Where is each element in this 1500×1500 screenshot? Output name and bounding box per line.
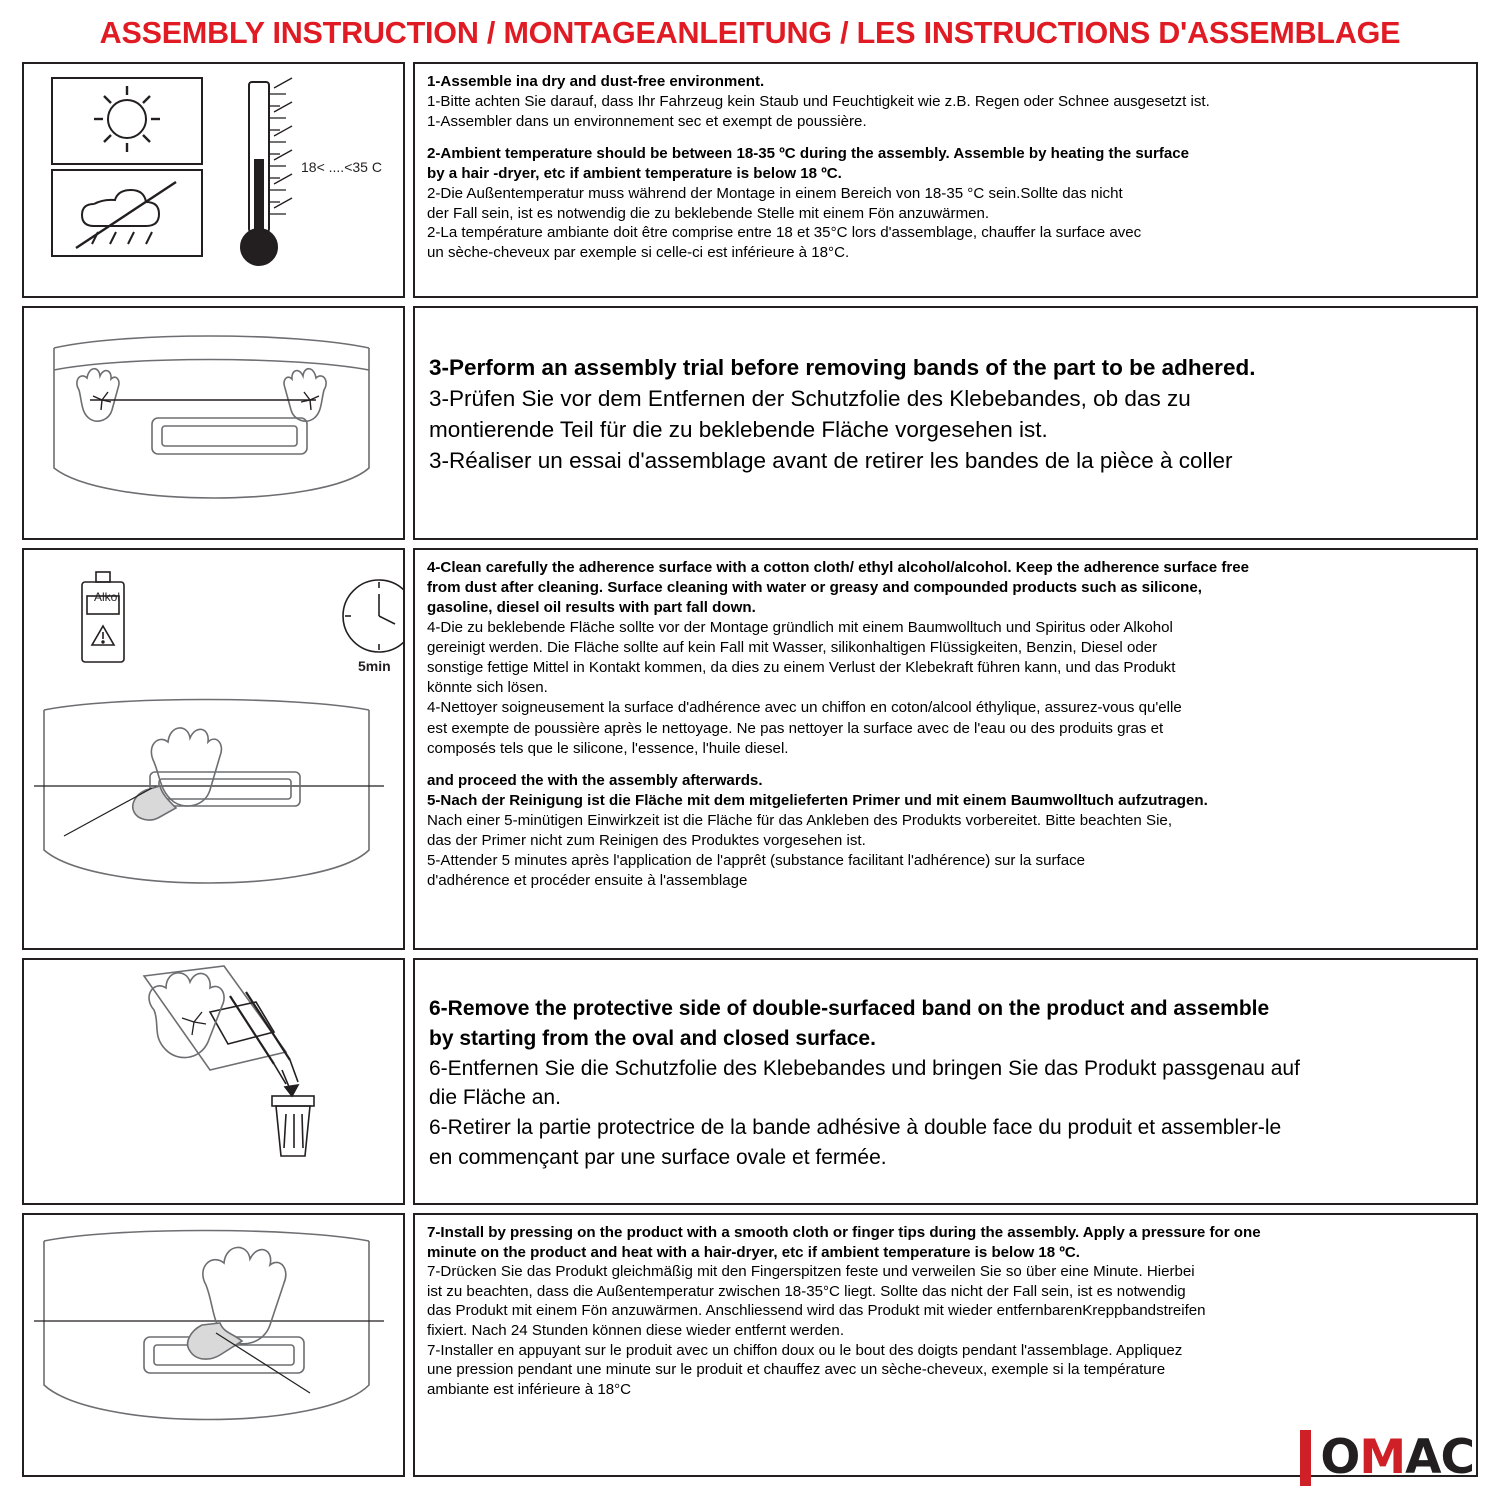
step-row-3 [22, 548, 1478, 950]
steps-container [22, 62, 1478, 1477]
step4-line-2: from dust after cleaning. Surface cleaning with water or greasy and compounded products such as silicone, [427, 579, 1202, 597]
step4-line-8: 4-Nettoyer soigneusement la surface d'adhérence avec un chiffon en coton/alcool éthylique, assurez-vous qu'elle [427, 699, 1182, 717]
step-text-3 [413, 306, 1478, 540]
step-text-4-5 [413, 548, 1478, 950]
step7-line-8: une pression pendant une minute sur le produit et chauffez avec un sèche-cheveux, exemple si la température [427, 1361, 1166, 1379]
step2-line-5: 2-La température ambiante doit être comprise entre 18 et 35°C lors d'assemblage, chauffer la surface avec [427, 224, 1142, 242]
step5-line-4: das der Primer nicht zum Reinigen des Produktes vorgesehen ist. [427, 831, 866, 849]
step6-line-4: die Fläche an. [429, 1086, 561, 1110]
illustration-press-product [22, 1213, 405, 1477]
step2-line-3: 2-Die Außentemperatur muss während der Montage in einem Bereich von 18-35 °C sein.Sollte das nicht [427, 184, 1123, 202]
step3-line-2: 3-Prüfen Sie vor dem Entfernen der Schutzfolie des Klebebandes, ob das zu [429, 386, 1191, 412]
step1-line-1: 1-Assemble ina dry and dust-free environment. [427, 73, 765, 90]
step4-line-6: sonstige fettige Mittel in Kontakt kommen, da dies zu einem Verlust der Klebekraft führen kann, und das Produkt [427, 659, 1176, 677]
page-title: ASSEMBLY INSTRUCTION / MONTAGEANLEITUNG / LES INSTRUCTIONS D'ASSEMBLAGE [99, 16, 1401, 50]
logo-letter-o: O [1320, 1430, 1360, 1485]
step2-line-1: 2-Ambient temperature should be between 18-35 ºC during the assembly. Assemble by heating the surface [427, 144, 1190, 162]
step-text-6 [413, 958, 1478, 1205]
step-row-5 [22, 1213, 1478, 1477]
step5-line-2: 5-Nach der Reinigung ist die Fläche mit dem mitgelieferten Primer und mit einem Baumwolltuch aufzutragen. [427, 791, 1208, 809]
step-row-4 [22, 958, 1478, 1205]
step-text-1 [413, 62, 1478, 298]
step5-line-6: d'adhérence et procéder ensuite à l'assemblage [427, 871, 748, 889]
step6-line-3: 6-Entfernen Sie die Schutzfolie des Klebebandes und bringen Sie das Produkt passgenau auf [429, 1056, 1300, 1080]
step2-line-4: der Fall sein, ist es notwendig die zu beklebende Stelle mit einem Fön anzuwärmen. [427, 204, 990, 222]
step6-line-6: en commençant par une surface ovale et fermée. [429, 1146, 887, 1170]
step3-line-3: montierende Teil für die zu beklebende Fläche vorgesehen ist. [429, 417, 1048, 443]
step4-line-10: composés tels que le silicone, l'essence, l'huile diesel. [427, 739, 789, 757]
step4-line-7: könnte sich lösen. [427, 679, 548, 697]
step7-line-3: 7-Drücken Sie das Produkt gleichmäßig mit den Fingerspitzen feste und verweilen Sie so über eine Minute. Hierbei [427, 1263, 1195, 1281]
step2-line-6: un sèche-cheveux par exemple si celle-ci est inférieure à 18°C. [427, 244, 850, 262]
illustration-hands-trial-fit-part [22, 306, 405, 540]
omac-logo [1300, 1430, 1474, 1486]
step5-line-5: 5-Attender 5 minutes après l'application de l'apprêt (substance facilitant l'adhérence) sur la surface [427, 851, 1086, 869]
step4-line-9: est exempte de poussière après le nettoyage. Ne pas nettoyer la surface avec de l'eau ou des produits gras et [427, 719, 1164, 737]
step7-line-7: 7-Installer en appuyant sur le produit avec un chiffon doux ou le bout des doigts pendant l'assemblage. Appliquez [427, 1341, 1183, 1359]
step7-line-9: ambiante est inférieure à 18°C [427, 1380, 632, 1398]
step4-line-1: 4-Clean carefully the adherence surface with a cotton cloth/ ethyl alcohol/alcohol. Keep the adherence surface free [427, 559, 1250, 576]
step6-line-1: 6-Remove the protective side of double-surfaced band on the product and assemble [429, 997, 1270, 1020]
bottle-label: Alkol [94, 590, 121, 604]
logo-wordmark [1320, 1430, 1474, 1486]
step2-line-2: by a hair -dryer, etc if ambient temperature is below 18 ºC. [427, 164, 842, 182]
step7-line-6: fixiert. Nach 24 Stunden können diese wieder entfernt werden. [427, 1322, 845, 1340]
illustration-sun-no-rain-thermometer [22, 62, 405, 298]
clock-duration-label: 5min [358, 658, 391, 674]
logo-letter-m: M [1359, 1430, 1406, 1485]
logo-red-bar [1300, 1430, 1311, 1486]
illustration-peel-tape-trash [22, 958, 405, 1205]
illustration-alcohol-clock-cleaning [22, 548, 405, 950]
step5-line-1: and proceed the with the assembly afterwards. [427, 771, 763, 789]
step-row-2 [22, 306, 1478, 540]
step3-line-4: 3-Réaliser un essai d'assemblage avant de retirer les bandes de la pièce à coller [429, 448, 1233, 474]
step4-line-3: gasoline, diesel oil results with part fall down. [427, 599, 756, 617]
step4-line-5: gereinigt werden. Die Fläche sollte auf kein Fall mit Wasser, silikonhaltigen Flüssigkeiten, Benzin, Diesel oder [427, 639, 1158, 657]
step7-line-4: ist zu beachten, dass die Außentemperatur zwischen 18-35°C liegt. Sollte das nicht der Fall sein, ist es notwendig [427, 1282, 1186, 1300]
step7-line-2: minute on the product and heat with a hair-dryer, etc if ambient temperature is below 18 ºC. [427, 1243, 1080, 1261]
step7-line-5: das Produkt mit einem Fön anzuwärmen. Anschliessend wird das Produkt mit wieder entfernbarenKreppbandstreifen [427, 1302, 1206, 1320]
step6-line-2: by starting from the oval and closed surface. [429, 1026, 876, 1050]
logo-letters-ac: AC [1405, 1430, 1474, 1485]
temperature-range-label: 18< ....<35 C [301, 159, 382, 175]
step4-line-4: 4-Die zu beklebende Fläche sollte vor der Montage gründlich mit einem Baumwolltuch und Spiritus oder Alkohol [427, 619, 1173, 637]
step1-line-3: 1-Assembler dans un environnement sec et exempt de poussière. [427, 112, 867, 130]
step1-line-2: 1-Bitte achten Sie darauf, dass Ihr Fahrzeug kein Staub und Feuchtigkeit wie z.B. Regen oder Schnee ausgesetzt ist. [427, 92, 1210, 110]
step5-line-3: Nach einer 5-minütigen Einwirkzeit ist die Fläche für das Ankleben des Produkts vorbereitet. Bitte beachten Sie, [427, 811, 1173, 829]
step6-line-5: 6-Retirer la partie protectrice de la bande adhésive à double face du produit et assembler-le [429, 1116, 1282, 1140]
step3-line-1: 3-Perform an assembly trial before removing bands of the part to be adhered. [429, 355, 1256, 380]
step-row-1 [22, 62, 1478, 298]
step7-line-1: 7-Install by pressing on the product with a smooth cloth or finger tips during the assembly. Apply a pressure for one [427, 1224, 1261, 1241]
